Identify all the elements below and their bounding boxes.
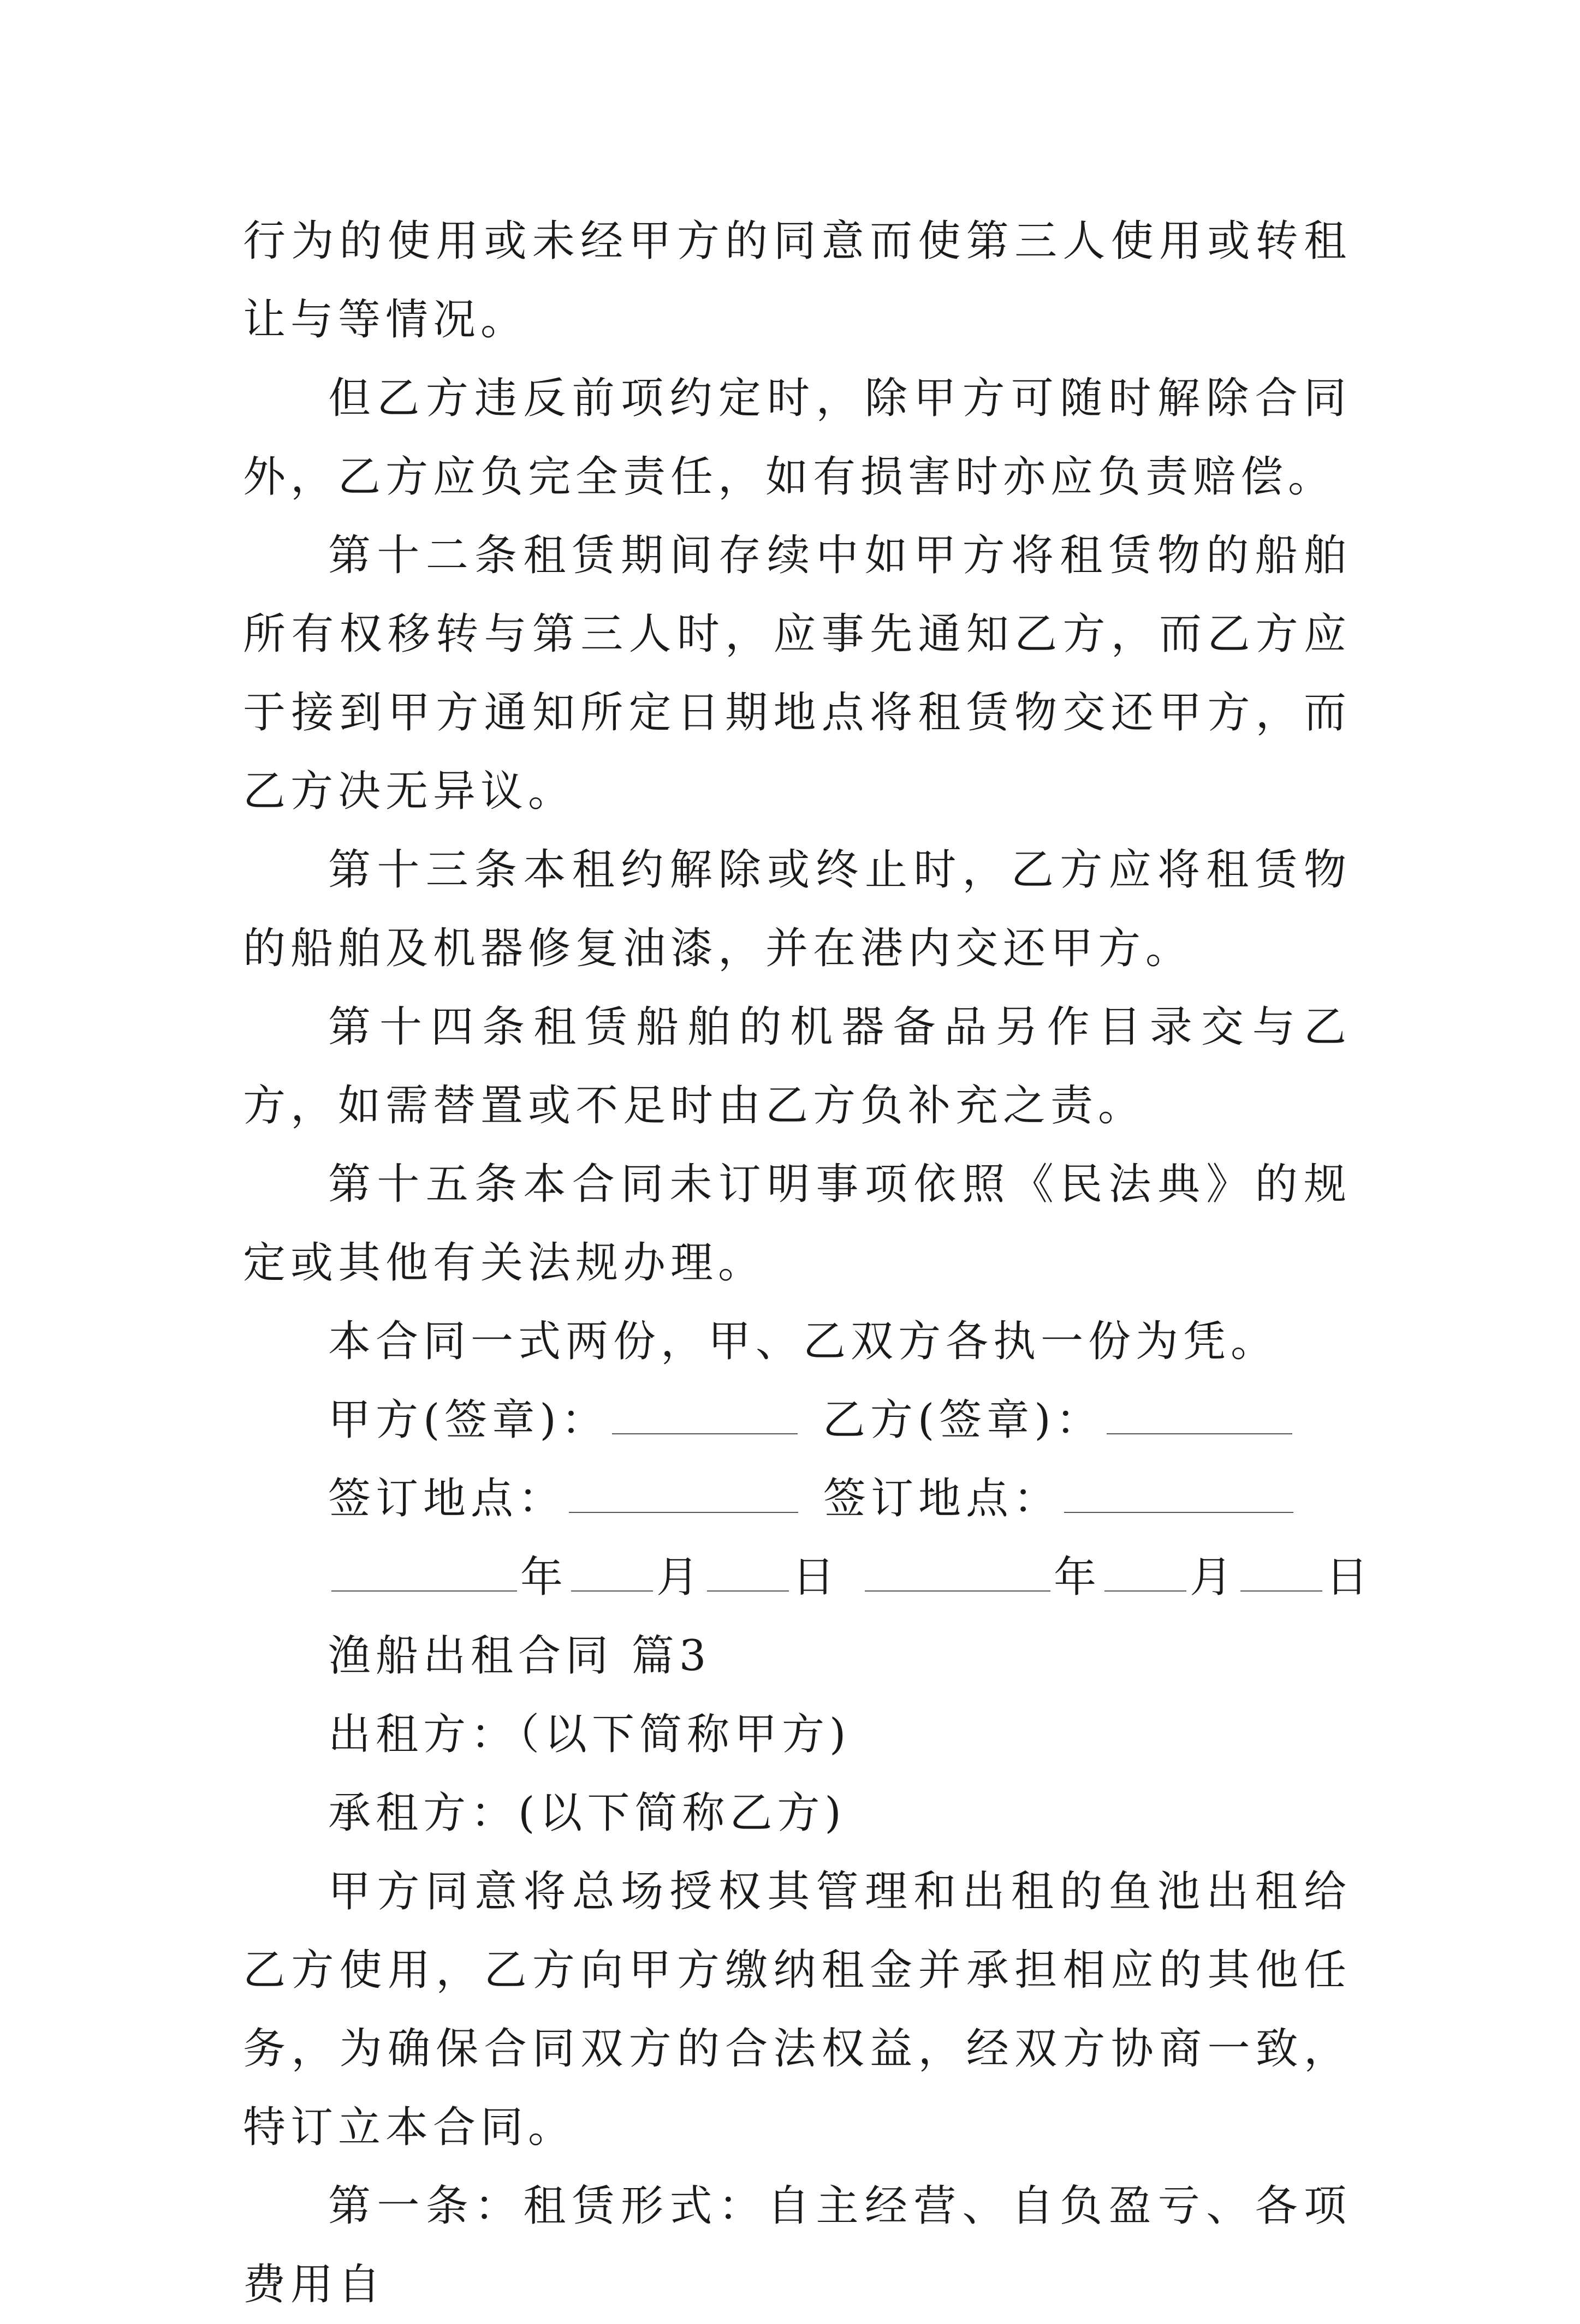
section-title: 渔船出租合同 篇3 [328, 1631, 711, 1681]
paragraph-article-13: 第十三条本租约解除或终止时，乙方应将租赁物的船舶及机器修复油漆，并在港内交还甲方。 [243, 845, 1351, 973]
paragraph-continuation: 行为的使用或未经甲方的同意而使第三人使用或转租让与等情况。 [243, 217, 1351, 344]
paragraph-article-1: 第一条：租赁形式：自主经营、自负盈亏、各项费用自 [243, 2182, 1351, 2309]
party-b-place-blank [1064, 1473, 1293, 1513]
lessor-line: 出租方：（以下简称甲方) [328, 1710, 851, 1759]
document-body [243, 202, 1374, 2324]
signing-place-line [243, 1459, 1351, 1538]
paragraph-article-15: 第十五条本合同未订明事项依照《民法典》的规定或其他有关法规办理。 [243, 1160, 1351, 1288]
paragraph-article-14: 第十四条租赁船舶的机器备品另作目录交与乙方，如需替置或不足时由乙方负补充之责。 [243, 1003, 1351, 1130]
party-b-signature-blank [1107, 1394, 1292, 1434]
party-b-year-blank [865, 1551, 1050, 1592]
month-label-a: 月 [656, 1553, 704, 1602]
party-a-place-label: 签订地点： [328, 1474, 566, 1523]
day-label-b: 日 [1326, 1553, 1374, 1602]
paragraph-article-12: 第十二条租赁期间存续中如甲方将租赁物的船舶所有权移转与第三人时，应事先通知乙方，而乙方应于接到甲方通知所定日期地点将租赁物交还甲方，而乙方决无异议。 [243, 531, 1351, 816]
party-a-year-blank [331, 1551, 517, 1592]
party-b-place-label: 签订地点： [823, 1474, 1061, 1523]
year-label-b: 年 [1054, 1553, 1102, 1602]
party-a-signature-label: 甲方(签章)： [328, 1396, 609, 1445]
day-label-a: 日 [792, 1553, 840, 1602]
date-line [243, 1538, 1374, 1617]
year-label-a: 年 [520, 1553, 568, 1602]
party-b-signature-label: 乙方(签章)： [822, 1396, 1103, 1445]
paragraph-liability: 但乙方违反前项约定时，除甲方可随时解除合同外，乙方应负完全责任，如有损害时亦应负责赔偿。 [243, 374, 1351, 502]
party-b-day-blank [1240, 1551, 1322, 1592]
party-a-signature-blank [612, 1394, 798, 1434]
paragraph-intro: 甲方同意将总场授权其管理和出租的鱼池出租给乙方使用，乙方向甲方缴纳租金并承担相应的其他任务，为确保合同双方的合法权益，经双方协商一致，特订立本合同。 [243, 1867, 1351, 2152]
paragraph-copies: 本合同一式两份，甲、乙双方各执一份为凭。 [328, 1317, 1279, 1366]
signature-line [243, 1381, 1351, 1459]
party-a-place-blank [569, 1473, 798, 1513]
month-label-b: 月 [1190, 1553, 1238, 1602]
party-a-month-blank [571, 1551, 653, 1592]
lessee-line: 承租方：(以下简称乙方) [328, 1789, 846, 1838]
party-a-day-blank [707, 1551, 789, 1592]
party-b-month-blank [1104, 1551, 1186, 1592]
